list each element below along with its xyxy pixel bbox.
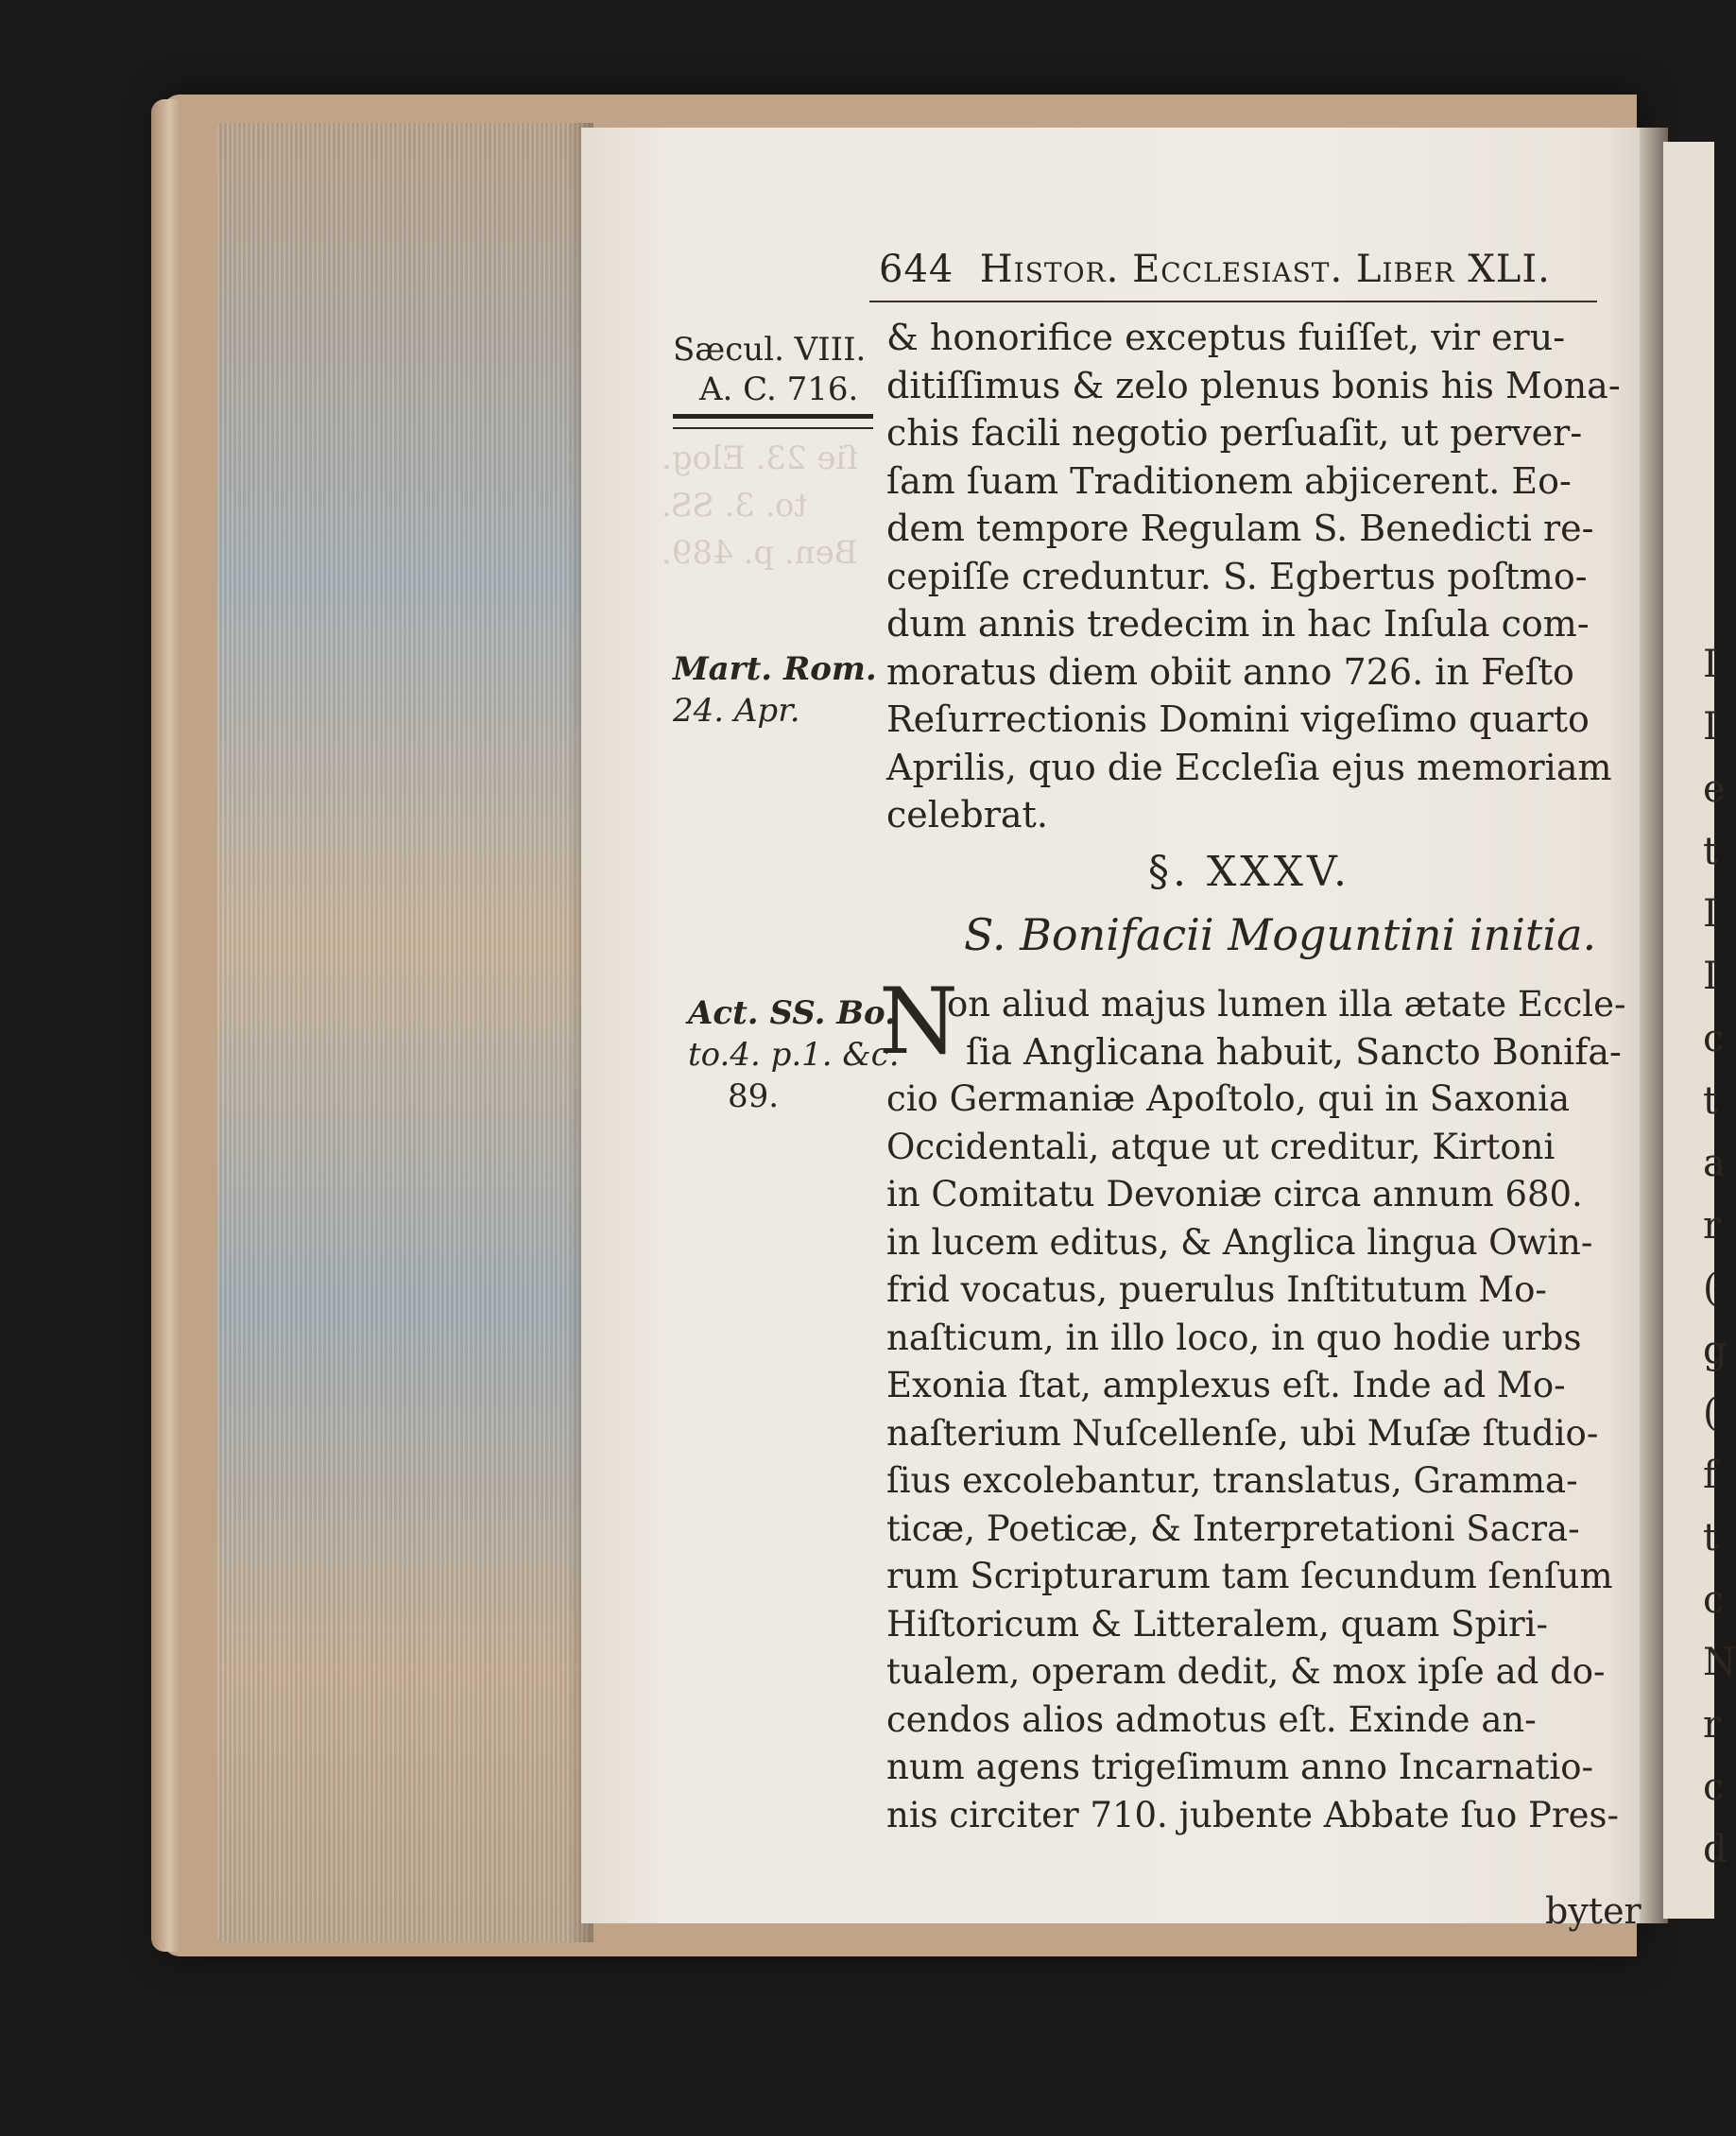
facing-page-letter: I — [1703, 955, 1718, 998]
margin-note-acta-page: 89. — [728, 1077, 780, 1115]
margin-note-year: A. C. 716. — [699, 370, 859, 408]
facing-page-letter: c — [1703, 1017, 1725, 1060]
facing-page-letter: t — [1703, 1516, 1719, 1559]
facing-page-letter: a — [1703, 1142, 1726, 1185]
facing-page-letter: e — [1703, 767, 1726, 811]
body-paragraph-indented — [966, 1028, 1622, 1077]
text-line: Occidentali, atque ut creditur, Kirtoni — [886, 1126, 1556, 1167]
section-number: §. XXXV. — [1148, 848, 1351, 896]
text-line: Exonia ſtat, amplexus eſt. Inde ad Mo- — [886, 1365, 1566, 1405]
catchword: byter — [1545, 1890, 1641, 1932]
text-line: ditiſſimus & zelo plenus bonis his Mona- — [886, 364, 1621, 406]
text-line: cendos alios admotus eſt. Exinde an- — [886, 1698, 1537, 1740]
text-line: tualem, operam dedit, & mox ipſe ad do- — [886, 1651, 1606, 1692]
body-paragraph — [886, 314, 1621, 839]
drop-cap: N — [879, 969, 958, 1075]
facing-page-letter: d — [1703, 1828, 1727, 1871]
page-fore-edge — [217, 123, 591, 1942]
show-through-text: Ben. p. 489. — [662, 534, 858, 572]
section-title: S. Bonifacii Moguntini initia. — [964, 909, 1597, 960]
margin-note-acta: Act. SS. Bo. — [688, 994, 896, 1032]
text-line: num agens trigeſimum anno Incarnatio- — [886, 1747, 1594, 1787]
text-line: naſterium Nuſcellenſe, ubi Muſæ ſtudio- — [886, 1412, 1599, 1454]
text-line: naſticum, in illo loco, in quo hodie urbs — [886, 1317, 1582, 1358]
text-line: cio Germaniæ Apoſtolo, qui in Saxonia — [886, 1078, 1571, 1119]
margin-note-century: Sæcul. VIII. — [673, 331, 867, 369]
facing-page-letter: c — [1703, 1578, 1725, 1622]
facing-page-letter: g — [1703, 1329, 1727, 1372]
margin-ornament-rule — [673, 427, 873, 429]
margin-note-acta-volume: to.4. p.1. &c. — [688, 1036, 900, 1074]
book-spine-edge — [151, 99, 181, 1952]
facing-page-letter: r — [1703, 1204, 1722, 1248]
margin-note-martyrology: Mart. Rom. — [673, 650, 877, 688]
text-line: celebrat. — [886, 794, 1048, 835]
text-line: nis circiter 710. jubente Abbate ſuo Pres- — [886, 1794, 1620, 1835]
text-line: ſius excolebantur, translatus, Gramma- — [886, 1460, 1578, 1501]
text-line: frid vocatus, puerulus Inſtitutum Mo- — [886, 1269, 1547, 1310]
facing-page-letter: I — [1703, 643, 1718, 686]
text-line: ſia Anglicana habuit, Sancto Bonifa- — [966, 1031, 1622, 1073]
facing-page-letter: ( — [1703, 1391, 1718, 1435]
text-line: & honorifice exceptus fuiſſet, vir eru- — [886, 317, 1566, 358]
margin-note-martyrology-date: 24. Apr. — [673, 692, 800, 730]
text-line: ſam ſuam Traditionem abjicerent. Eo- — [886, 459, 1572, 502]
text-line: Reſurrectionis Domini vigeſimo quarto — [886, 698, 1590, 740]
facing-page-letter: c — [1703, 1766, 1725, 1809]
body-paragraph — [886, 1076, 1620, 1839]
body-paragraph-indented — [947, 981, 1626, 1029]
facing-page-letter: ( — [1703, 1266, 1718, 1310]
running-header — [879, 248, 1597, 291]
facing-page-edge — [1663, 142, 1736, 1919]
facing-page-letter: I — [1703, 892, 1718, 936]
text-line: cepiſſe creduntur. S. Egbertus poſtmo- — [886, 555, 1588, 597]
text-line: ticæ, Poeticæ, & Interpretationi Sacra- — [886, 1507, 1580, 1549]
header-rule — [869, 301, 1597, 302]
margin-ornament-rule — [673, 414, 873, 419]
text-line: moratus diem obiit anno 726. in Feſto — [886, 650, 1574, 693]
text-line: dem tempore Regulam S. Benedicti re- — [886, 508, 1594, 549]
text-line: chis facili negotio perſuaſit, ut perver- — [886, 412, 1583, 454]
text-line: on aliud majus lumen illa ætate Eccle- — [947, 984, 1626, 1025]
facing-page-letter: N — [1703, 1641, 1736, 1684]
show-through-text: to. 3. SS. — [662, 487, 807, 525]
facing-page-letter: f — [1703, 1454, 1717, 1497]
text-line: rum Scripturarum tam ſecundum ſenſum — [886, 1556, 1613, 1596]
show-through-text: ſie 23. Elog. — [662, 439, 859, 477]
page-number: 644 — [879, 248, 954, 291]
text-line: Aprilis, quo die Eccleſia ejus memoriam — [886, 746, 1612, 788]
facing-page-letter: t — [1703, 830, 1719, 873]
text-line: dum annis tredecim in hac Inſula com- — [886, 603, 1590, 645]
text-line: Hiſtoricum & Litteralem, quam Spiri- — [886, 1603, 1548, 1645]
running-title: Histor. Ecclesiast. Liber XLI. — [979, 248, 1551, 291]
facing-page-letter: t — [1703, 1079, 1719, 1123]
text-line: in Comitatu Devoniæ circa annum 680. — [886, 1174, 1583, 1214]
text-line: in lucem editus, & Anglica lingua Owin- — [886, 1221, 1593, 1263]
facing-page-letter: r — [1703, 1703, 1722, 1747]
facing-page-letter: I — [1703, 705, 1718, 749]
